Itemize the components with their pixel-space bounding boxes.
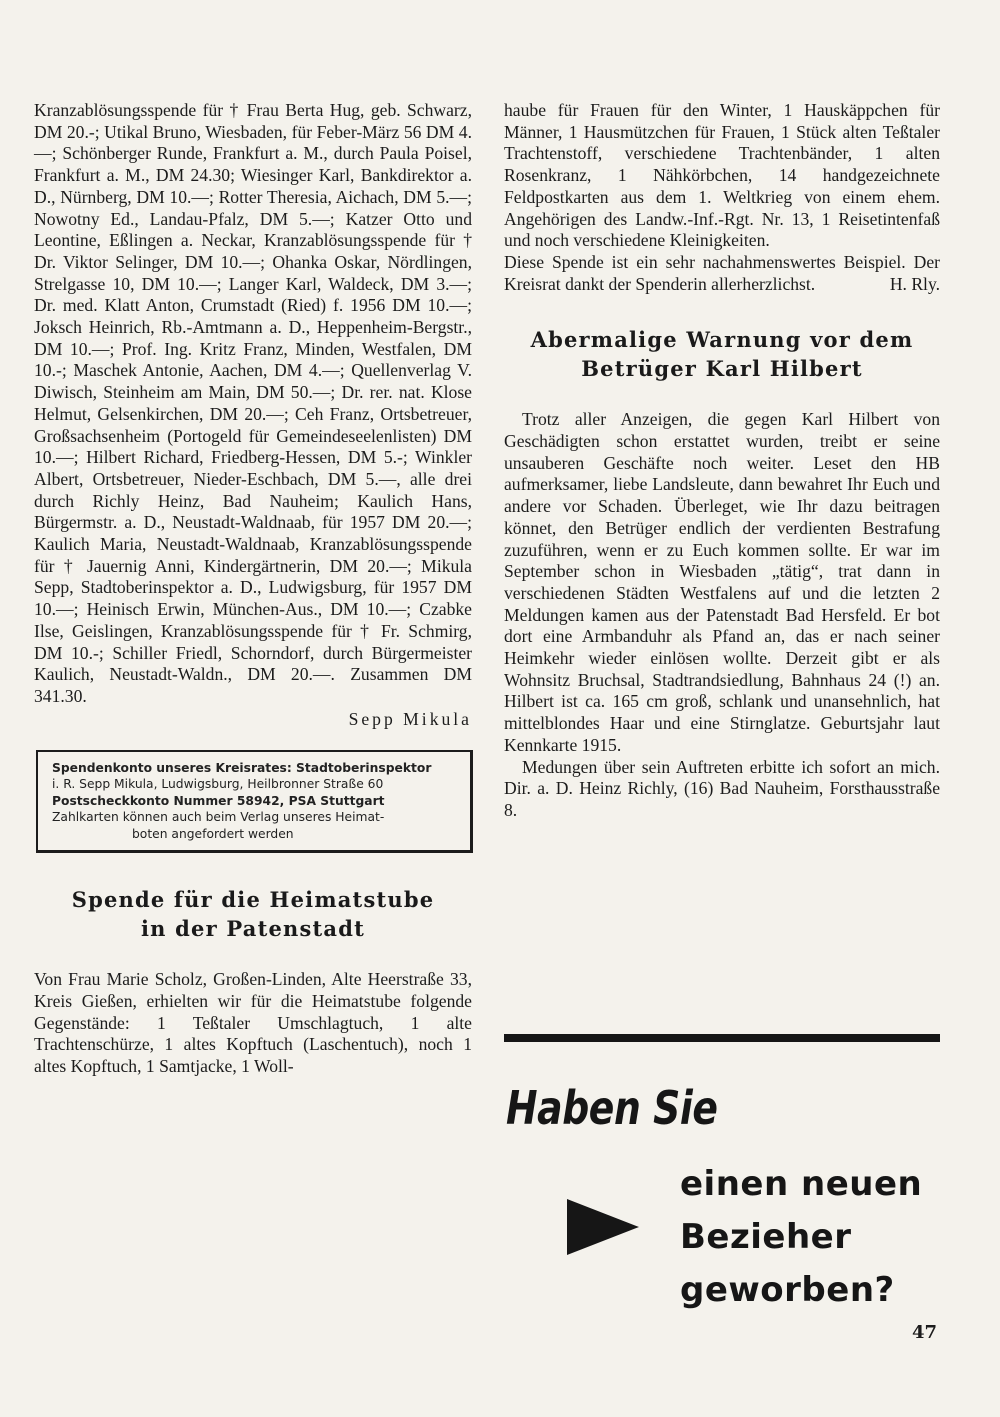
box-line-5: boten angefordert werden xyxy=(132,826,294,841)
box-line-3: Postscheckkonto Nummer 58942, PSA Stuttgart xyxy=(52,793,385,808)
signature: Sepp Mikula xyxy=(348,708,472,729)
box-line-1: Spendenkonto unseres Kreisrates: Stadtoberinspektor xyxy=(52,760,432,775)
donor-list: Kranzablösungsspende für † Frau Berta Hug, geb. Schwarz, DM 20.-; Utikal Bruno, Wiesbaden, für Feber-März 56 DM 4.—; Schönberger Runde, Frankfurt a. M., durch Paula Poisel, Frankfurt a. M., DM 24.30; Wiesinger Karl, Bankdirektor a. D., Nürnberg, DM 10.—; Rotter Theresia, Aichach, DM 5.—; Nowotny Ed., Landau-Pfalz, DM 5.—; Katzer Otto und Leontine, Eßlingen a. Neckar, Kranzablösungsspende für † Dr. Viktor Selinger, DM 10.—; Ohanka Oskar, Nördlingen, Strelgasse 10, DM 10.—; Langer Karl, Waldeck, DM 3.—; Dr. med. Klatt Anton, Crumstadt (Ried) f. 1956 DM 10.—; Joksch Heinrich, Rb.-Amtmann a. D., Heppenheim-Bergstr., DM 10.—; Prof. Ing. Kritz Franz, Minden, Westfalen, DM 10.-; Maschek Antonie, Aachen, DM 4.—; Quellenverlag V. Diwisch, Steinheim am Main, DM 50.—; Dr. rer. nat. Klose Helmut, Gelsenkirchen, DM 20.—; Ceh Franz, Ortsbetreuer, Großsachsenheim (Portogeld für Gemeindeseelenlisten) DM 10.—; Hilbert Richard, Friedberg-Hessen, DM 5.-; Winkler Albert, Ortsbetreuer, Nieder-Eschbach, DM 5.—, alle drei durch Richly Heinz, Bad Nauheim; Kaulich Hans, Bürgermstr. a. D., Neustadt-Waldnaab, für 1957 DM 20.—; Kaulich Maria, Neustadt-Waldnaab, Kranzablösungsspende für † Jauernig Anni, Kindergärtnerin, DM 20.—; Mikula Sepp, Stadtoberinspektor a. D., Ludwigsburg, für 1957 DM 10.—; Heinisch Erwin, München-Aus., DM 10.—; Czabke Ilse, Geislingen, Kranzablösungsspende für † Fr. Schmirg, DM 10.-; Schiller Friedl, Schorndorf, durch Bürgermeister Kaulich, Neustadt-Waldn., DM 20.—. Zusammen DM 341.30. xyxy=(34,100,472,706)
thanks-author: H. Rly. xyxy=(889,273,940,294)
right-column xyxy=(504,100,940,822)
page-number: 47 xyxy=(912,1322,938,1343)
advert-line-3: geworben? xyxy=(680,1270,895,1310)
thanks-body: Diese Spende ist ein sehr nachahmenswertes Beispiel. Der Kreisrat dankt der Spenderin allerherzlichst. xyxy=(504,251,940,294)
box-line-2: i. R. Sepp Mikula, Ludwigsburg, Heilbronner Straße 60 xyxy=(52,777,384,792)
heimatstube-headline xyxy=(34,885,472,943)
warning-headline xyxy=(504,325,940,383)
warning-text: Trotz aller Anzeigen, die gegen Karl Hilbert von Geschädigten schon erstattet wurden, treibt er seine unsauberen Geschäfte noch weiter. Leset den HB aufmerksamer, liebe Landsleute, dann bewahret Ihr Euch und andere vor Schaden. Überleget, wie Ihr dazu beitragen könnet, den Betrüger endlich der verdienten Bestrafung zuzuführen, wenn er zu Euch kommen sollte. Er war im September schon in Wiesbaden „tätig“, trat dann in verschiedenen Städten Westfalens auf und die letzten 2 Meldungen kamen aus der Patenstadt Bad Hersfeld. Er bot dort eine Armbanduhr als Pfand an, das er nach seiner Heimkehr wieder einlösen wollte. Derzeit gibt er als Wohnsitz Bruchsal, Stadtrandsiedlung, Bahnhaus 24 (!) an. Hilbert ist ca. 165 cm groß, schlank und unansehnlich, hat mittelblondes Haar und eine Stirnglatze. Geburtsjahr laut Kennkarte 1915. xyxy=(504,409,940,755)
advert-title: Haben Sie xyxy=(506,1081,718,1135)
advert-lines xyxy=(680,1158,922,1317)
triangle-arrow-icon xyxy=(567,1199,639,1255)
warning-headline-line-1: Abermalige Warnung vor dem xyxy=(530,327,914,353)
headline-line-2: in der Patenstadt xyxy=(140,916,366,942)
left-column xyxy=(34,100,472,1078)
warning-closing: Medungen über sein Auftreten erbitte ich sofort an mich. Dir. a. D. Heinz Richly, (16) Bad Nauheim, Forsthausstraße 8. xyxy=(504,756,940,820)
advert-line-2: Bezieher xyxy=(680,1217,852,1257)
donation-text: Von Frau Marie Scholz, Großen-Linden, Alte Heerstraße 33, Kreis Gießen, erhielten wir für die Heimatstube folgende Gegenstände: 1 Teßtaler Umschlagtuch, 1 alte Trachtenschürze, 1 altes Kopftuch (Laschentuch), noch 1 altes Kopftuch, 1 Samtjacke, 1 Woll- xyxy=(34,969,472,1076)
advert-line-1: einen neuen xyxy=(680,1164,923,1204)
divider-rule xyxy=(504,1034,940,1042)
donation-account-box xyxy=(36,750,473,854)
headline-line-1: Spende für die Heimatstube xyxy=(71,887,435,913)
box-line-4: Zahlkarten können auch beim Verlag unseres Heimat- xyxy=(52,810,385,825)
warning-headline-line-2: Betrüger Karl Hilbert xyxy=(581,356,863,382)
donation-continued: haube für Frauen für den Winter, 1 Hauskäppchen für Männer, 1 Hausmützchen für Frauen, 1 Stück alten Teßtaler Trachtenstoff, verschiedene Trachtenbänder, 1 alten Rosenkranz, 1 Nähkörbchen, 14 handgezeichnete Feldpostkarten aus dem 1. Weltkrieg von einem ehem. Angehörigen des Landw.-Inf.-Rgt. Nr. 13, 1 Reisetintenfaß und noch verschiedene Kleinigkeiten. xyxy=(504,100,940,251)
